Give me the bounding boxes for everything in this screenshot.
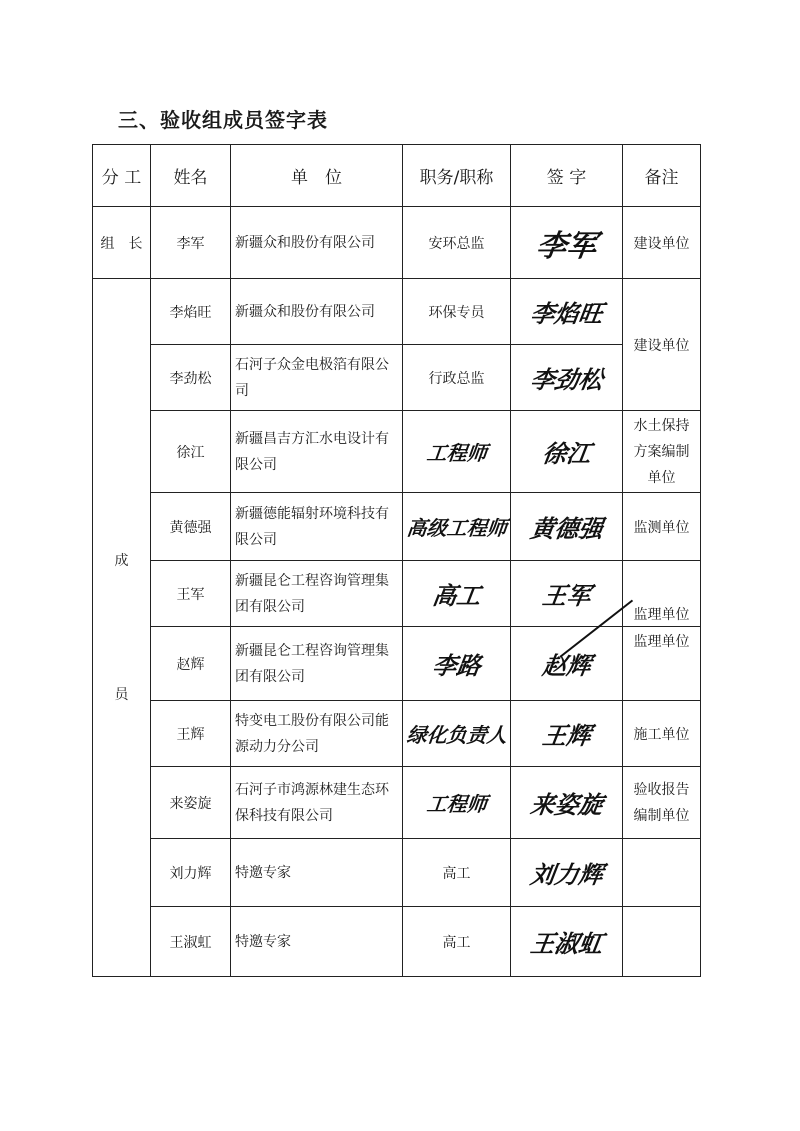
header-name: 姓名: [151, 145, 231, 207]
member-remark: [623, 907, 701, 977]
member-row: [93, 907, 701, 977]
header-unit: 单 位: [231, 145, 403, 207]
handwritten-signature: 刘力辉: [528, 860, 605, 889]
handwritten-signature: 黄德强: [528, 514, 605, 543]
member-signature-cell: [511, 493, 623, 561]
member-row: [93, 493, 701, 561]
header-division: 分 工: [93, 145, 151, 207]
signature-table: [92, 144, 701, 977]
member-row: [93, 345, 701, 411]
member-remark: 施工单位: [623, 701, 701, 767]
member-row: [93, 411, 701, 493]
header-signature: 签 字: [511, 145, 623, 207]
member-signature-cell: [511, 701, 623, 767]
member-name: 黄德强: [151, 493, 231, 561]
member-name: 李焰旺: [151, 279, 231, 345]
handwritten-position: 高工: [430, 581, 483, 610]
leader-division: 组 长: [93, 207, 151, 279]
section-title: 三、验收组成员签字表: [118, 108, 328, 132]
member-unit: 特变电工股份有限公司能源动力分公司: [231, 701, 403, 767]
member-unit: 特邀专家: [231, 907, 403, 977]
member-unit: 新疆昆仑工程咨询管理集团有限公司: [231, 627, 403, 701]
member-name: 王辉: [151, 701, 231, 767]
handwritten-signature: 王辉: [540, 721, 593, 750]
member-position-cell: [403, 411, 511, 493]
handwritten-signature: 李军: [533, 228, 599, 264]
header-row: [93, 145, 701, 207]
leader-signature-cell: [511, 207, 623, 279]
handwritten-signature: 徐江: [540, 439, 593, 468]
member-signature-cell: [511, 767, 623, 839]
member-signature-cell: [511, 345, 623, 411]
handwritten-signature: 来姿旋: [528, 790, 605, 819]
member-position: 行政总监: [403, 345, 511, 411]
leader-unit: 新疆众和股份有限公司: [231, 207, 403, 279]
member-unit: 新疆昆仑工程咨询管理集团有限公司: [231, 561, 403, 627]
member-signature-cell: [511, 279, 623, 345]
member-remark: [623, 839, 701, 907]
member-unit: 新疆德能辐射环境科技有限公司: [231, 493, 403, 561]
leader-remark: 建设单位: [623, 207, 701, 279]
member-name: 赵辉: [151, 627, 231, 701]
handwritten-signature: 王淑虹: [528, 929, 605, 958]
member-name: 王淑虹: [151, 907, 231, 977]
handwritten-signature: 李劲松: [528, 365, 605, 394]
member-remark: 监理单位: [623, 561, 701, 627]
member-signature-cell: [511, 839, 623, 907]
member-position-cell: [403, 561, 511, 627]
leader-row: [93, 207, 701, 279]
member-position-cell: [403, 767, 511, 839]
member-name: 徐江: [151, 411, 231, 493]
member-signature-cell: [511, 627, 623, 701]
members-division-cell: [93, 279, 151, 977]
member-unit: 新疆众和股份有限公司: [231, 279, 403, 345]
member-signature-cell: [511, 561, 623, 627]
handwritten-signature: 李焰旺: [528, 299, 605, 328]
member-row: [93, 767, 701, 839]
handwritten-signature: 王军: [540, 581, 593, 610]
member-remark: 建设单位: [623, 279, 701, 411]
member-row: [93, 839, 701, 907]
member-position: 高工: [403, 839, 511, 907]
member-position: 环保专员: [403, 279, 511, 345]
member-position-cell: [403, 493, 511, 561]
handwritten-position: 李路: [430, 651, 483, 680]
member-remark: 监测单位: [623, 493, 701, 561]
handwritten-position: 高级工程师: [405, 516, 509, 540]
member-name: 王军: [151, 561, 231, 627]
member-name: 李劲松: [151, 345, 231, 411]
member-signature-cell: [511, 411, 623, 493]
handwritten-signature: 赵辉: [540, 651, 593, 680]
member-remark: 水土保持方案编制单位: [623, 411, 701, 493]
member-name: 来姿旋: [151, 767, 231, 839]
member-signature-cell: [511, 907, 623, 977]
member-position-cell: [403, 701, 511, 767]
handwritten-position: 绿化负责人: [405, 723, 509, 747]
header-remark: 备注: [623, 145, 701, 207]
handwritten-position: 工程师: [425, 441, 488, 465]
leader-position: 安环总监: [403, 207, 511, 279]
member-name: 刘力辉: [151, 839, 231, 907]
member-unit: 石河子众金电极箔有限公司: [231, 345, 403, 411]
member-unit: 新疆昌吉方汇水电设计有限公司: [231, 411, 403, 493]
member-remark: 验收报告编制单位: [623, 767, 701, 839]
member-position: 高工: [403, 907, 511, 977]
members-division-char-1: 成: [114, 552, 129, 569]
header-position: 职务/职称: [403, 145, 511, 207]
member-unit: 特邀专家: [231, 839, 403, 907]
member-row: [93, 627, 701, 701]
member-position-cell: [403, 627, 511, 701]
member-remark: 监理单位: [623, 627, 701, 701]
handwritten-position: 工程师: [425, 792, 488, 816]
member-row: [93, 279, 701, 345]
leader-name: 李军: [151, 207, 231, 279]
member-row: [93, 701, 701, 767]
member-unit: 石河子市鸿源林建生态环保科技有限公司: [231, 767, 403, 839]
members-division-char-2: 员: [114, 686, 129, 703]
